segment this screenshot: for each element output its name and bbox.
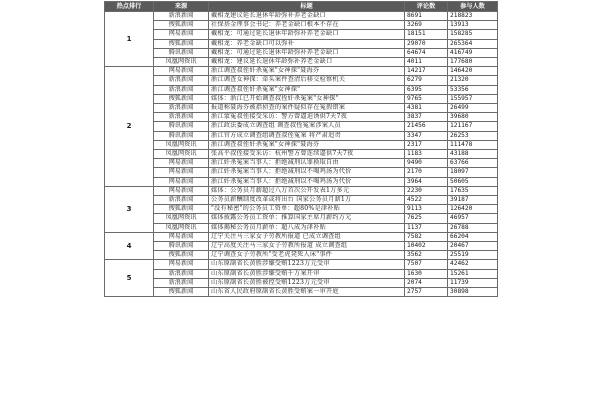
comments-cell: 3347 xyxy=(405,131,448,140)
source-cell: 新浪新闻 xyxy=(154,85,209,94)
comments-cell: 21456 xyxy=(405,122,448,131)
source-cell: 新浪新闻 xyxy=(154,104,209,113)
title-cell: 山东原副省长黄胜涉嫌受贿千万案开审 xyxy=(209,269,405,278)
comments-cell: 8691 xyxy=(405,12,448,21)
comments-cell: 10402 xyxy=(405,242,448,251)
comments-cell: 2757 xyxy=(405,288,448,297)
comments-cell: 7625 xyxy=(405,214,448,223)
participants-cell: 63766 xyxy=(448,159,498,168)
table-row xyxy=(105,76,498,85)
table-row xyxy=(105,122,498,131)
title-cell: 浙江奸杀冤案当事人：拒绝减刑以不喝鸡汤为代价 xyxy=(209,168,405,177)
table-row xyxy=(105,94,498,103)
table-row xyxy=(105,251,498,260)
table-row xyxy=(105,214,498,223)
source-cell: 凤凰网资讯 xyxy=(154,223,209,232)
title-cell: 浙江调查叔侄奸杀冤案"女神探" xyxy=(209,85,405,94)
header-participants: 参与人数 xyxy=(448,2,498,12)
source-cell: 新浪新闻 xyxy=(154,269,209,278)
title-cell: 戴相龙：建议延长退休年龄弥补养老金缺口 xyxy=(209,58,405,67)
title-cell: 浙江蒙冤叔侄接受采访：警方曾逼迫诱供7天7夜 xyxy=(209,113,405,122)
source-cell: 凤凰网资讯 xyxy=(154,150,209,159)
title-cell: 辽宁关注马三家女子劳教所报道 已成立调查组 xyxy=(209,232,405,241)
source-cell: 凤凰网资讯 xyxy=(154,140,209,149)
title-cell: 戴相龙：可通过延长退休年龄弥补养老金缺口 xyxy=(209,30,405,39)
table-row xyxy=(105,150,498,159)
source-cell: 网易新闻 xyxy=(154,159,209,168)
source-cell: 腾讯新闻 xyxy=(154,48,209,57)
table-row xyxy=(105,104,498,113)
source-cell: 搜狐新闻 xyxy=(154,251,209,260)
title-cell: 媒体：公务员月薪超过八万首次公开发表1万多元 xyxy=(209,186,405,195)
comments-cell: 18151 xyxy=(405,30,448,39)
table-row xyxy=(105,196,498,205)
title-cell: 戴相龙：养老金缺口可以弥补 xyxy=(209,39,405,48)
comments-cell: 2074 xyxy=(405,278,448,287)
comments-cell: 9490 xyxy=(405,159,448,168)
source-cell: 网易新闻 xyxy=(154,177,209,186)
comments-cell: 6279 xyxy=(405,76,448,85)
participants-cell: 158285 xyxy=(448,30,498,39)
hot-news-ranking-table xyxy=(104,1,497,397)
participants-cell: 46957 xyxy=(448,214,498,223)
table-row xyxy=(105,242,498,251)
comments-cell: 3964 xyxy=(405,177,448,186)
participants-cell: 26788 xyxy=(448,223,498,232)
source-cell: 新浪新闻 xyxy=(154,113,209,122)
participants-cell: 121167 xyxy=(448,122,498,131)
title-cell: 浙江官方成立调查组调查叔侄冤案 将严肃追责 xyxy=(209,131,405,140)
table-row xyxy=(105,168,498,177)
title-cell: 浙江调查女神探：牵头案件查清后移交检察机关 xyxy=(209,76,405,85)
source-cell: 新浪新闻 xyxy=(154,12,209,21)
comments-cell: 2230 xyxy=(405,186,448,195)
comments-cell: 4522 xyxy=(405,196,448,205)
participants-cell: 26253 xyxy=(448,131,498,140)
source-cell: 搜狐新闻 xyxy=(154,94,209,103)
source-cell: 搜狐新闻 xyxy=(154,288,209,297)
comments-cell: 1137 xyxy=(405,223,448,232)
participants-cell: 111478 xyxy=(448,140,498,149)
comments-cell: 1630 xyxy=(405,269,448,278)
comments-cell: 4381 xyxy=(405,104,448,113)
source-cell: 搜狐新闻 xyxy=(154,205,209,214)
table-row xyxy=(105,30,498,39)
title-cell: 辽宁高度关注马三家女子劳教所报道 成立调查组 xyxy=(209,242,405,251)
participants-cell: 13913 xyxy=(448,21,498,30)
table-row xyxy=(105,140,498,149)
participants-cell: 218823 xyxy=(448,12,498,21)
comments-cell: 9113 xyxy=(405,205,448,214)
title-cell: 浙江调查叔侄奸杀冤案"女神探"聂海芬 xyxy=(209,140,405,149)
source-cell: 网易新闻 xyxy=(154,168,209,177)
source-cell: 凤凰网资讯 xyxy=(154,214,209,223)
participants-cell: 53356 xyxy=(448,85,498,94)
title-cell: 媒体：浙江已开始调查叔侄奸杀冤案"女神探" xyxy=(209,94,405,103)
source-cell: 网易新闻 xyxy=(154,232,209,241)
table-row xyxy=(105,205,498,214)
participants-cell: 43188 xyxy=(448,150,498,159)
title-cell: 报道称聂海芬被指侦查的案件疑似存在冤假错案 xyxy=(209,104,405,113)
table-row xyxy=(105,131,498,140)
table-body xyxy=(105,12,498,297)
table-row xyxy=(105,21,498,30)
source-cell: 网易新闻 xyxy=(154,67,209,76)
source-cell: 新浪新闻 xyxy=(154,76,209,85)
table-row xyxy=(105,159,498,168)
comments-cell: 9765 xyxy=(405,94,448,103)
source-cell: 搜狐新闻 xyxy=(154,39,209,48)
participants-cell: 15261 xyxy=(448,269,498,278)
table-row xyxy=(105,223,498,232)
participants-cell: 21320 xyxy=(448,76,498,85)
comments-cell: 2317 xyxy=(405,140,448,149)
table-row xyxy=(105,177,498,186)
comments-cell: 14217 xyxy=(405,67,448,76)
ranking-table xyxy=(104,1,498,297)
comments-cell: 64674 xyxy=(405,48,448,57)
participants-cell: 17635 xyxy=(448,186,498,195)
source-cell: 搜狐新闻 xyxy=(154,21,209,30)
title-cell: 山东省人民政府原副省长黄胜受贿案一审开庭 xyxy=(209,288,405,297)
rank-cell: 2 xyxy=(105,67,154,187)
header-comments: 评论数 xyxy=(405,2,448,12)
title-cell: 戴相龙：可通过延长退休年龄弥补养老金缺口 xyxy=(209,48,405,57)
header-source: 来源 xyxy=(154,2,209,12)
participants-cell: 39187 xyxy=(448,196,498,205)
source-cell: 腾讯新闻 xyxy=(154,242,209,251)
comments-cell: 1183 xyxy=(405,150,448,159)
participants-cell: 26499 xyxy=(448,104,498,113)
title-cell: 浙江调查叔侄奸杀冤案"女神探"聂海芬 xyxy=(209,67,405,76)
table-row xyxy=(105,48,498,57)
participants-cell: 265364 xyxy=(448,39,498,48)
comments-cell: 3562 xyxy=(405,251,448,260)
comments-cell: 6395 xyxy=(405,85,448,94)
source-cell: 腾讯新闻 xyxy=(154,122,209,131)
table-row xyxy=(105,67,498,76)
participants-cell: 177680 xyxy=(448,58,498,67)
comments-cell: 3269 xyxy=(405,21,448,30)
participants-cell: 42462 xyxy=(448,260,498,269)
title-cell: 张高平叔侄接受采访：杭州警方曾连续逼供7天7夜 xyxy=(209,150,405,159)
title-cell: "没有秘密"的公务员工资单：超80%是津补贴 xyxy=(209,205,405,214)
header-row xyxy=(105,2,498,12)
title-cell: 社保基金理事会书记：养老金缺口根本不存在 xyxy=(209,21,405,30)
participants-cell: 50605 xyxy=(448,177,498,186)
table-row xyxy=(105,269,498,278)
table-row xyxy=(105,278,498,287)
rank-cell: 3 xyxy=(105,186,154,232)
title-cell: 媒体揭秘公务员月薪单：超八成为津补贴 xyxy=(209,223,405,232)
comments-cell: 7507 xyxy=(405,260,448,269)
title-cell: 辽宁调查女子劳教所"受老虎凳死人床"事件 xyxy=(209,251,405,260)
header-title: 标题 xyxy=(209,2,405,12)
comments-cell: 4011 xyxy=(405,58,448,67)
table-row xyxy=(105,12,498,21)
source-cell: 网易新闻 xyxy=(154,186,209,195)
title-cell: 公务员薪酬制度改革或将出台 国家公务员月薪1万 xyxy=(209,196,405,205)
title-cell: 浙江政法委成立调查组 调查叔侄冤案涉案人员 xyxy=(209,122,405,131)
comments-cell: 2170 xyxy=(405,168,448,177)
header-rank: 热点排行 xyxy=(105,2,154,12)
comments-cell: 29070 xyxy=(405,39,448,48)
participants-cell: 416749 xyxy=(448,48,498,57)
rank-cell: 1 xyxy=(105,12,154,67)
participants-cell: 39680 xyxy=(448,113,498,122)
title-cell: 山东原副省长黄胜被控受贿1223万元受审 xyxy=(209,278,405,287)
source-cell: 腾讯新闻 xyxy=(154,131,209,140)
participants-cell: 11739 xyxy=(448,278,498,287)
participants-cell: 146420 xyxy=(448,67,498,76)
source-cell: 凤凰网资讯 xyxy=(154,58,209,67)
participants-cell: 30898 xyxy=(448,288,498,297)
title-cell: 浙江奸杀冤案当事人：拒绝减刑以不喝鸡汤为代价 xyxy=(209,177,405,186)
rank-cell: 4 xyxy=(105,232,154,260)
table-row xyxy=(105,232,498,241)
participants-cell: 126420 xyxy=(448,205,498,214)
source-cell: 新浪新闻 xyxy=(154,278,209,287)
participants-cell: 20467 xyxy=(448,242,498,251)
title-cell: 山东原副省长黄胜涉嫌受贿1223万元受审 xyxy=(209,260,405,269)
participants-cell: 155957 xyxy=(448,94,498,103)
table-row xyxy=(105,260,498,269)
participants-cell: 66204 xyxy=(448,232,498,241)
table-row xyxy=(105,186,498,195)
title-cell: 戴相龙建议延长退休年龄弥补养老金缺口 xyxy=(209,12,405,21)
participants-cell: 25519 xyxy=(448,251,498,260)
source-cell: 新浪新闻 xyxy=(154,196,209,205)
rank-cell: 5 xyxy=(105,260,154,297)
comments-cell: 7582 xyxy=(405,232,448,241)
table-row xyxy=(105,113,498,122)
title-cell: 媒体披露公务员工资单：推算国家主席月薪约万元 xyxy=(209,214,405,223)
title-cell: 浙江奸杀冤案当事人：拒绝减刑认罪换取自由 xyxy=(209,159,405,168)
source-cell: 网易新闻 xyxy=(154,260,209,269)
source-cell: 网易新闻 xyxy=(154,30,209,39)
comments-cell: 3837 xyxy=(405,113,448,122)
table-row xyxy=(105,39,498,48)
table-row xyxy=(105,288,498,297)
participants-cell: 18097 xyxy=(448,168,498,177)
table-row xyxy=(105,58,498,67)
table-row xyxy=(105,85,498,94)
